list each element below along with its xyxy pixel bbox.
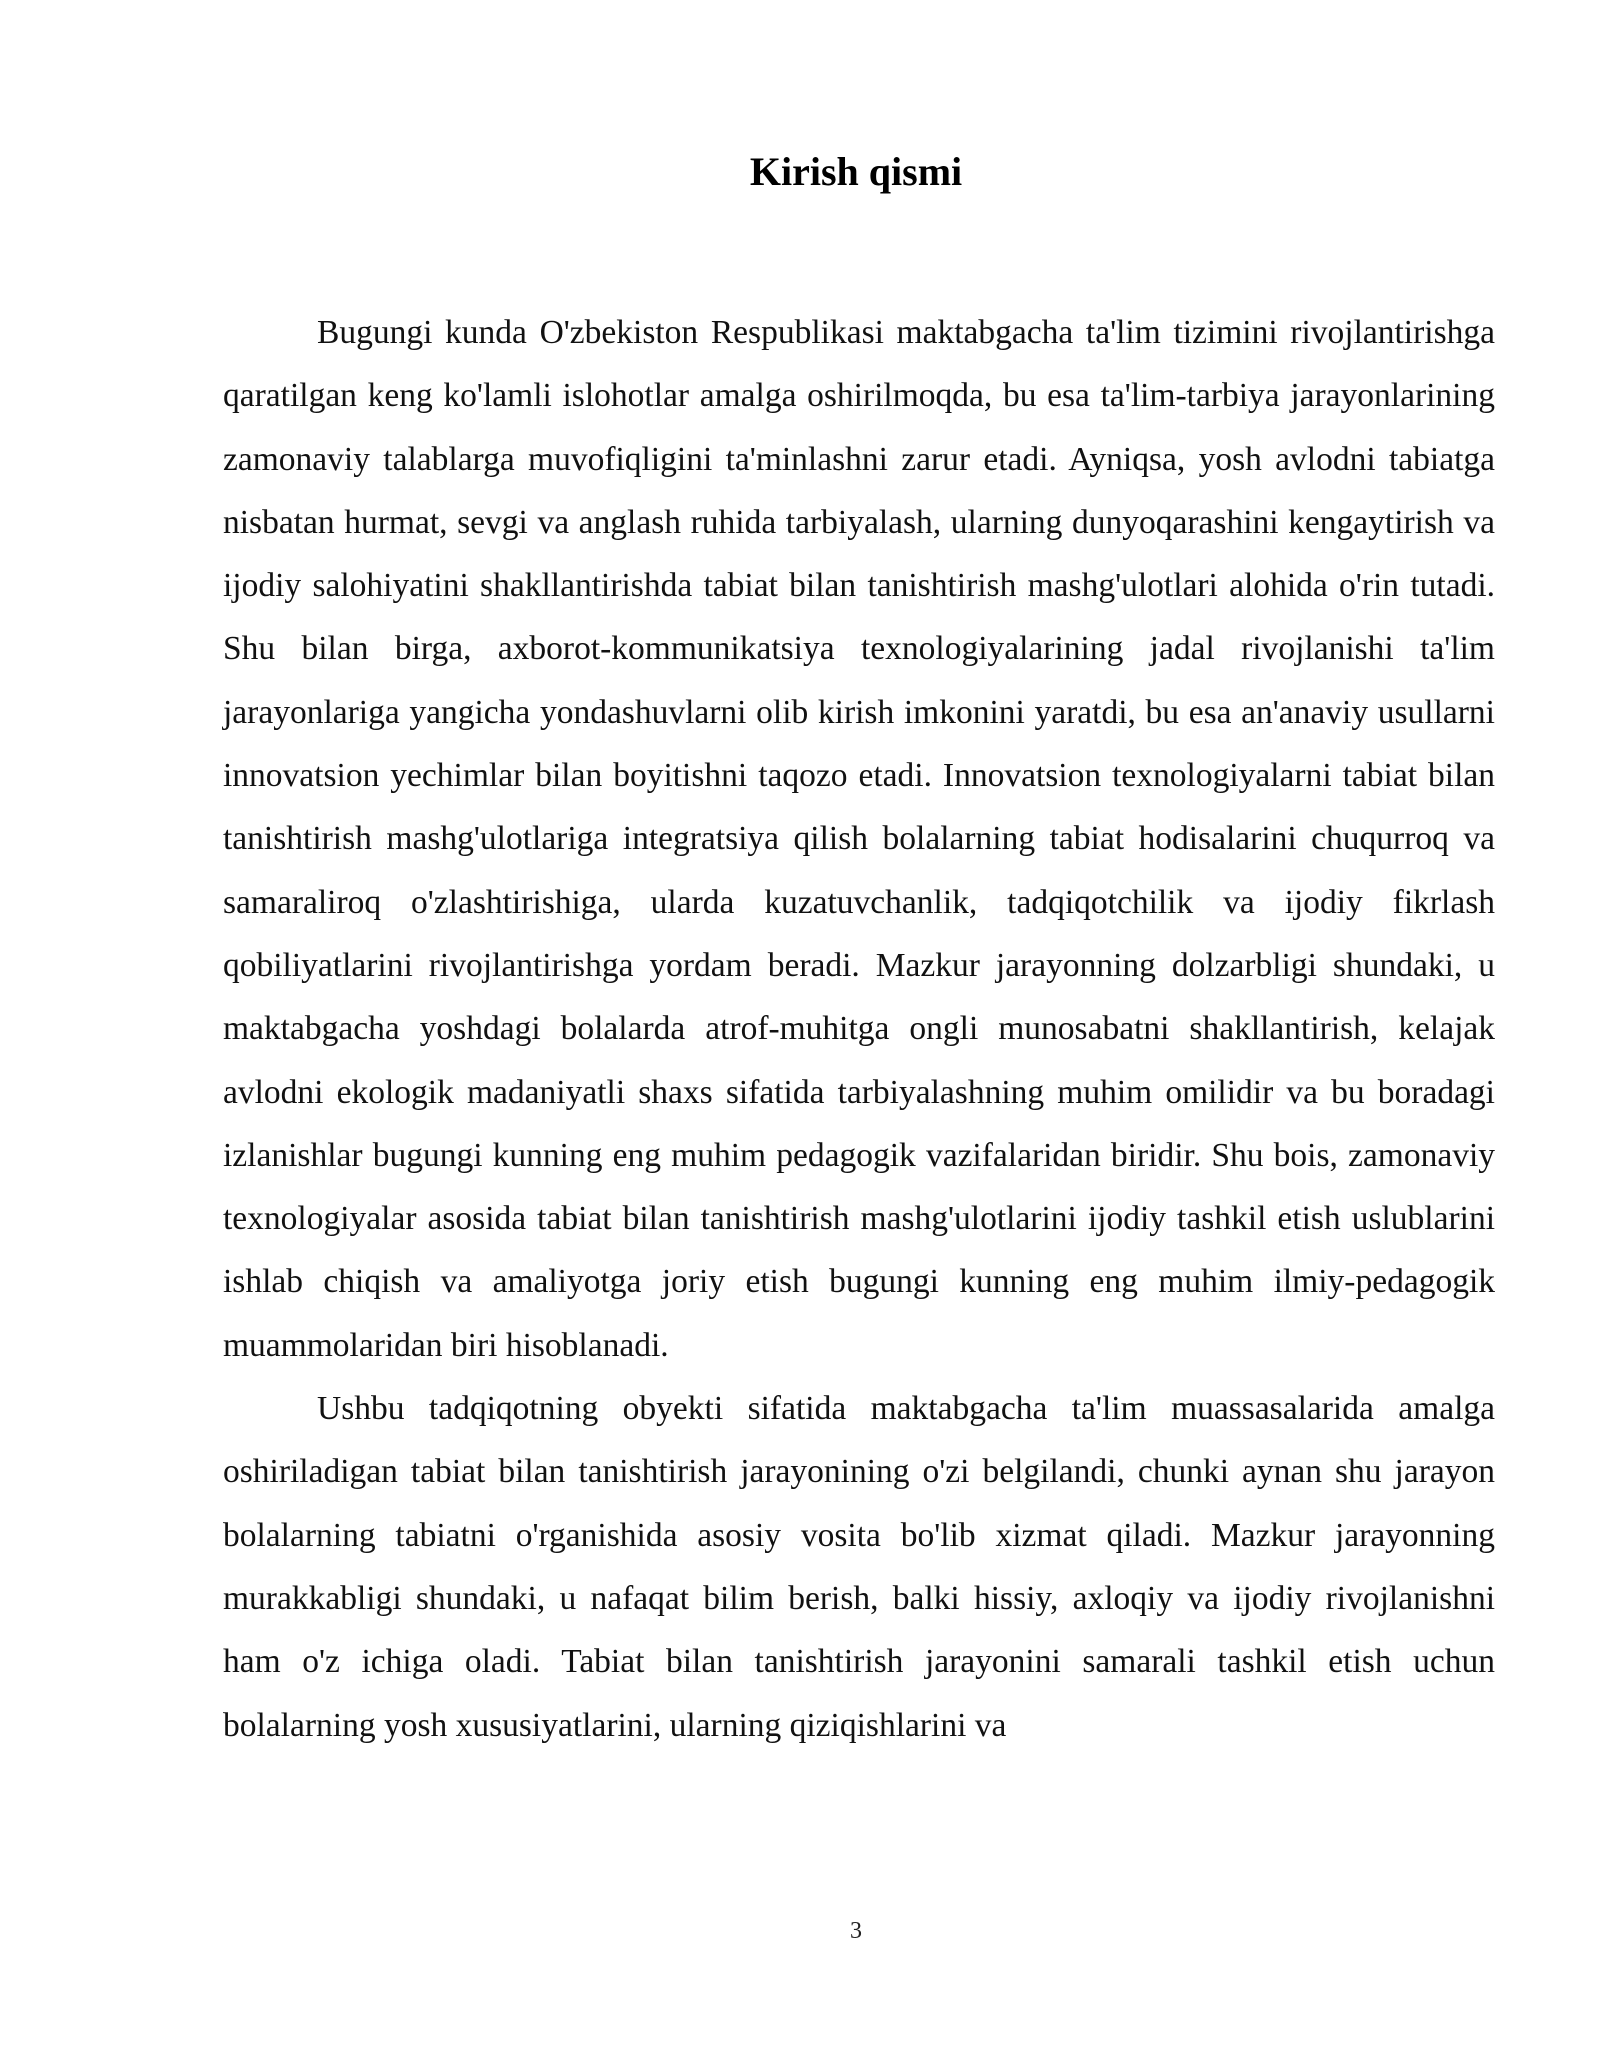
body-text (223, 301, 1495, 1757)
page-number: 3 (850, 1918, 862, 1944)
paragraph-1: Bugungi kunda O'zbekiston Respublikasi maktabgacha ta'lim tizimini rivojlantirishga qaratilgan keng ko'lamli islohotlar amalga oshirilmoqda, bu esa ta'lim-tarbiya jarayonlarining zamonaviy talablarga muvofiqligini ta'minlashni zarur etadi. Ayniqsa, yosh avlodni tabiatga nisbatan hurmat, sevgi va anglash ruhida tarbiyalash, ularning dunyoqarashini kengaytirish va ijodiy salohiyatini shakllantirishda tabiat bilan tanishtirish mashg'ulotlari alohida o'rin tutadi. Shu bilan birga, axborot-kommunikatsiya texnologiyalarining jadal rivojlanishi ta'lim jarayonlariga yangicha yondashuvlarni olib kirish imkonini yaratdi, bu esa an'anaviy usullarni innovatsion yechimlar bilan boyitishni taqozo etadi. Innovatsion texnologiyalarni tabiat bilan tanishtirish mashg'ulotlariga integratsiya qilish bolalarning tabiat hodisalarini chuqurroq va samaraliroq o'zlashtirishiga, ularda kuzatuvchanlik, tadqiqotchilik va ijodiy fikrlash qobiliyatlarini rivojlantirishga yordam beradi. Mazkur jarayonning dolzarbligi shundaki, u maktabgacha yoshdagi bolalarda atrof-muhitga ongli munosabatni shakllantirish, kelajak avlodni ekologik madaniyatli shaxs sifatida tarbiyalashning muhim omilidir va bu boradagi izlanishlar bugungi kunning eng muhim pedagogik vazifalaridan biridir. Shu bois, zamonaviy texnologiyalar asosida tabiat bilan tanishtirish mashg'ulotlarini ijodiy tashkil etish uslublarini ishlab chiqish va amaliyotga joriy etish bugungi kunning eng muhim ilmiy-pedagogik muammolaridan biri hisoblanadi. (223, 314, 1495, 1364)
paragraph-2: Ushbu tadqiqotning obyekti sifatida maktabgacha ta'lim muassasalarida amalga oshiriladigan tabiat bilan tanishtirish jarayonining o'zi belgilandi, chunki aynan shu jarayon bolalarning tabiatni o'rganishida asosiy vosita bo'lib xizmat qiladi. Mazkur jarayonning murakkabligi shundaki, u nafaqat bilim berish, balki hissiy, axloqiy va ijodiy rivojlanishni ham o'z ichiga oladi. Tabiat bilan tanishtirish jarayonini samarali tashkil etish uchun bolalarning yosh xususiyatlarini, ularning qiziqishlarini va (223, 1390, 1495, 1744)
section-title: Kirish qismi (749, 149, 963, 194)
